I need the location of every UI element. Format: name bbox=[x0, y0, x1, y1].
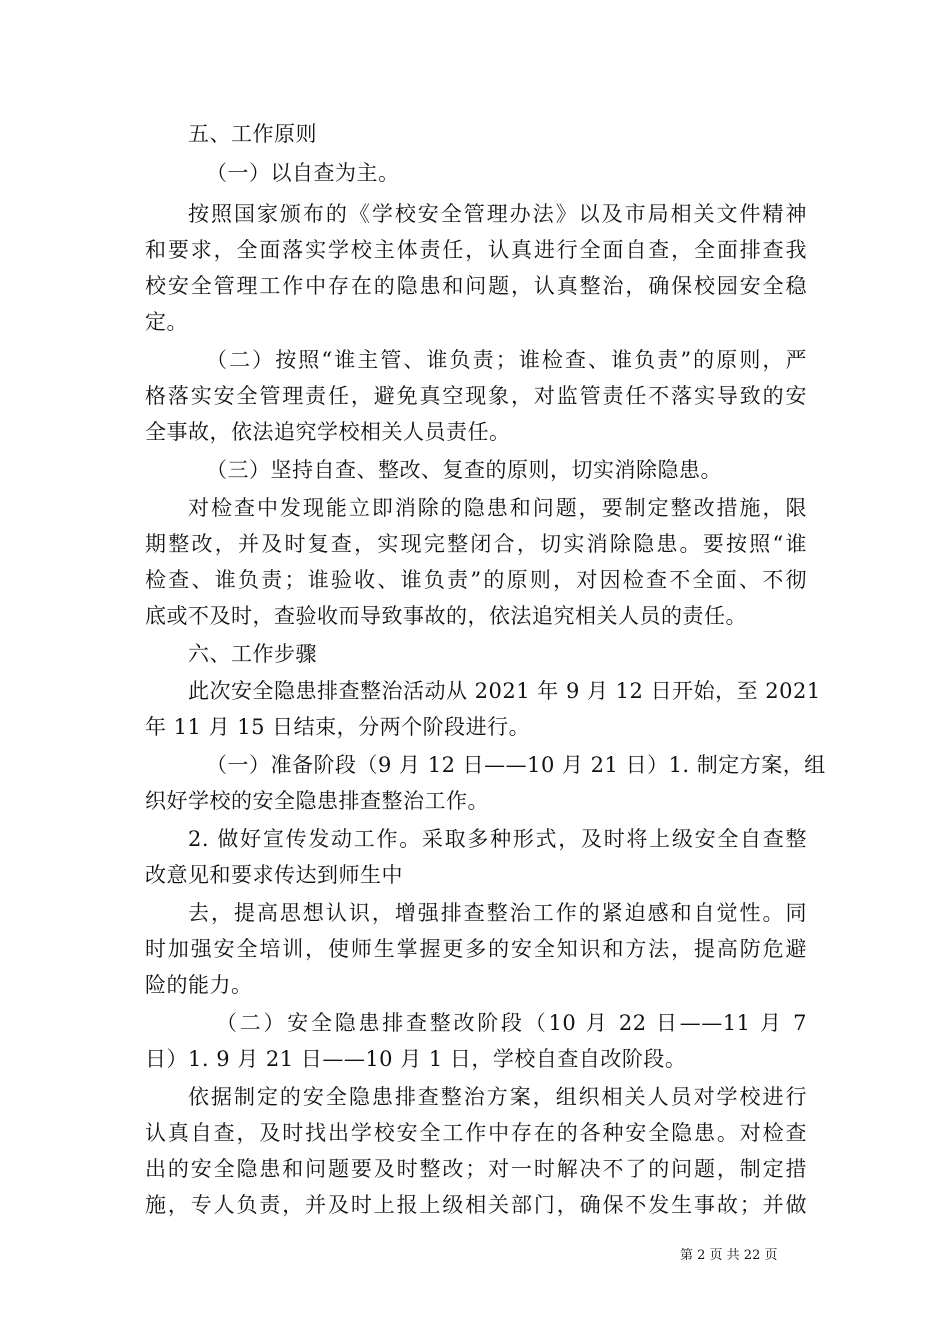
paragraph-line: 年 11 月 15 日结束，分两个阶段进行。 bbox=[145, 715, 531, 739]
paragraph-line: 底或不及时，查验收而导致事故的，依法追究相关人员的责任。 bbox=[145, 604, 747, 628]
paragraph-line: 险的能力。 bbox=[145, 973, 253, 997]
paragraph-line: 检查、谁负责；谁验收、谁负责”的原则，对因检查不全面、不彻 bbox=[145, 568, 807, 592]
stage-1-title: （一）准备阶段（9 月 12 日——10 月 21 日）1. 制定方案，组 bbox=[206, 753, 826, 777]
paragraph-line: 按照国家颁布的《学校安全管理办法》以及市局相关文件精神 bbox=[188, 202, 807, 226]
heading-work-steps: 六、工作步骤 bbox=[188, 642, 317, 666]
paragraph-line: 对检查中发现能立即消除的隐患和问题，要制定整改措施，限 bbox=[188, 496, 807, 520]
paragraph-line: 时加强安全培训，使师生掌握更多的安全知识和方法，提高防危避 bbox=[145, 937, 807, 961]
paragraph-line: 此次安全隐患排查整治活动从 2021 年 9 月 12 日开始，至 2021 bbox=[188, 679, 821, 703]
paragraph-line: 定。 bbox=[145, 310, 188, 334]
paragraph-line: 日）1. 9 月 21 日——10 月 1 日，学校自查自改阶段。 bbox=[145, 1047, 687, 1071]
paragraph-line: 认真自查，及时找出学校安全工作中存在的各种安全隐患。对检查 bbox=[145, 1121, 807, 1145]
paragraph-line: 校安全管理工作中存在的隐患和问题，认真整治，确保校园安全稳 bbox=[145, 274, 807, 298]
paragraph-line: 去，提高思想认识，增强排查整治工作的紧迫感和自觉性。同 bbox=[188, 901, 807, 925]
paragraph-line: 和要求，全面落实学校主体责任，认真进行全面自查，全面排查我 bbox=[145, 238, 807, 262]
paragraph-line: 织好学校的安全隐患排查整治工作。 bbox=[145, 789, 489, 813]
page-number-footer: 第 2 页 共 22 页 bbox=[680, 1248, 778, 1263]
heading-work-principles: 五、工作原则 bbox=[188, 122, 317, 146]
principle-2-title: （二）按照“谁主管、谁负责；谁检查、谁负责”的原则，严 bbox=[206, 348, 807, 372]
paragraph-line: 出的安全隐患和问题要及时整改；对一时解决不了的问题，制定措 bbox=[145, 1157, 807, 1181]
paragraph-line: 全事故，依法追究学校相关人员责任。 bbox=[145, 420, 511, 444]
principle-1-title: （一）以自查为主。 bbox=[206, 161, 400, 185]
paragraph-line: 2. 做好宣传发动工作。采取多种形式，及时将上级安全自查整 bbox=[188, 827, 807, 851]
paragraph-line: 施，专人负责，并及时上报上级相关部门，确保不发生事故；并做 bbox=[145, 1193, 807, 1217]
paragraph-line: 改意见和要求传达到师生中 bbox=[145, 863, 403, 887]
paragraph-line: 格落实安全管理责任，避免真空现象，对监管责任不落实导致的安 bbox=[145, 384, 807, 408]
stage-2-title: （二）安全隐患排查整改阶段（10 月 22 日——11 月 7 bbox=[216, 1011, 807, 1035]
paragraph-line: 依据制定的安全隐患排查整治方案，组织相关人员对学校进行 bbox=[188, 1085, 807, 1109]
principle-3-title: （三）坚持自查、整改、复查的原则，切实消除隐患。 bbox=[206, 458, 722, 482]
paragraph-line: 期整改，并及时复查，实现完整闭合，切实消除隐患。要按照“谁 bbox=[145, 532, 807, 556]
